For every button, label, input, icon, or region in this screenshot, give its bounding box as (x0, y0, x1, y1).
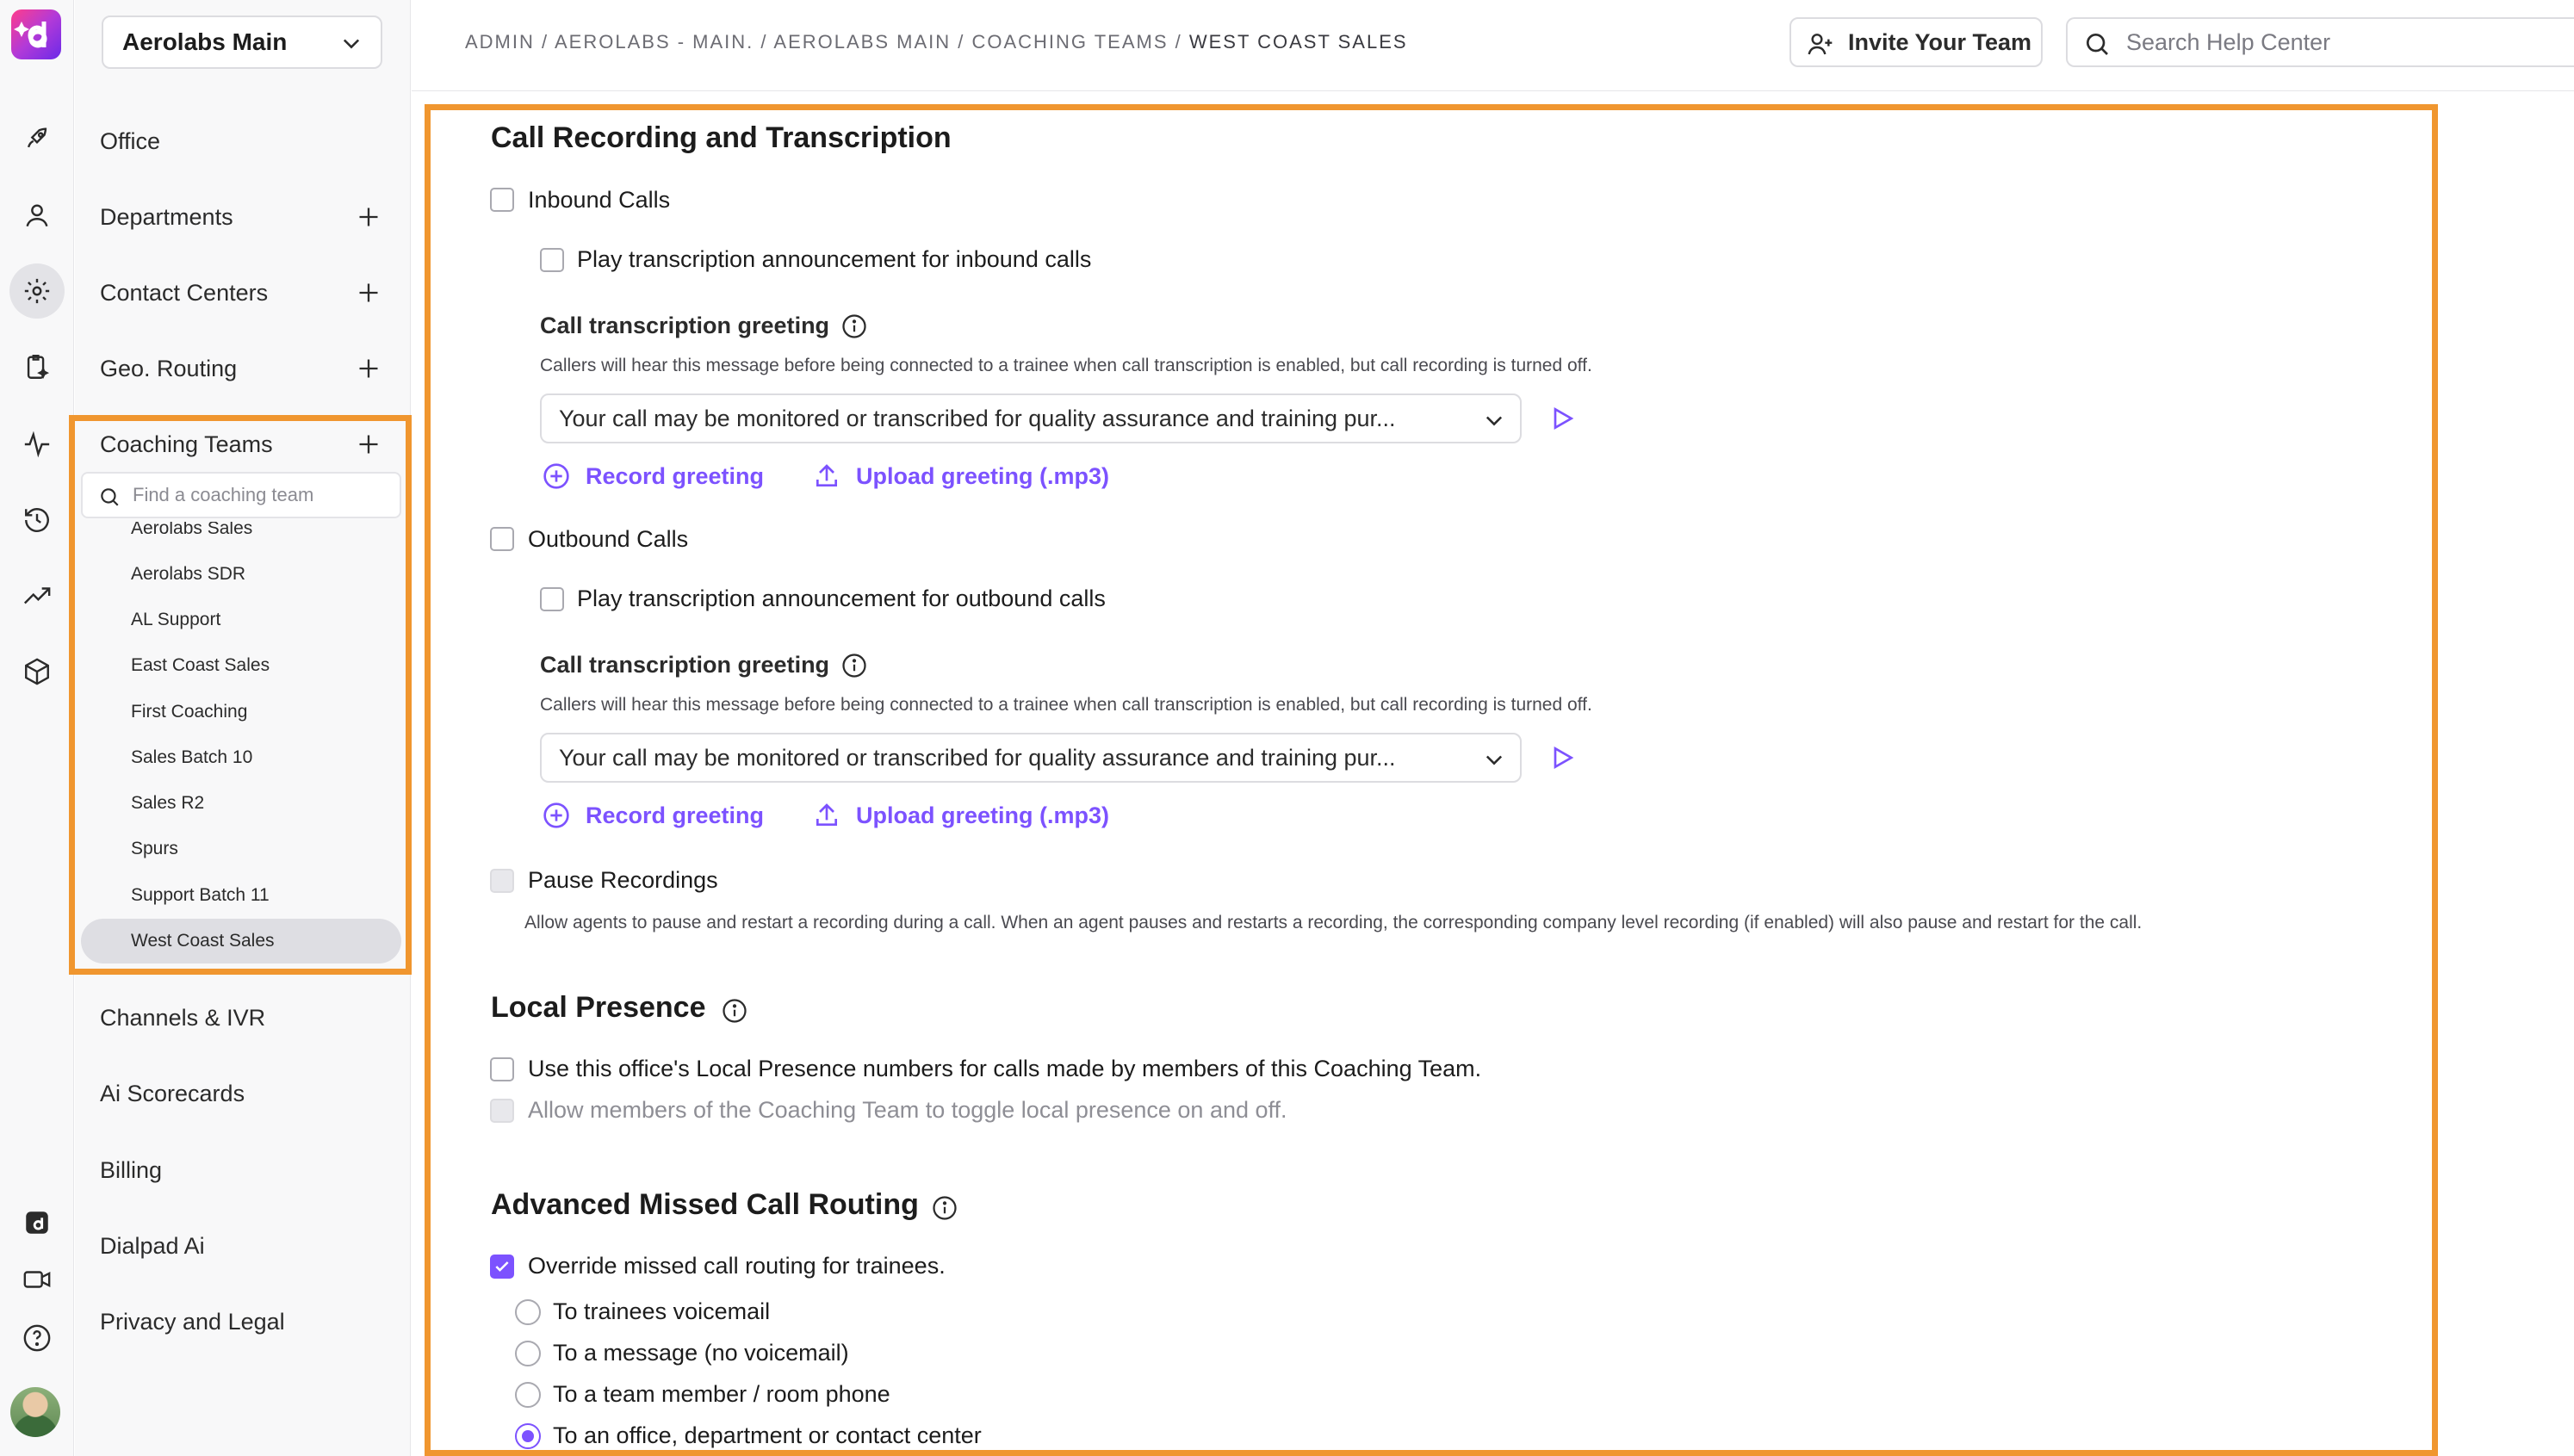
org-selector-value: Aerolabs Main (122, 28, 288, 55)
local-presence-label: Use this office's Local Presence numbers for calls made by members of this Coaching Team. (528, 1056, 1482, 1081)
top-bar (412, 0, 2574, 91)
dialpad-logo[interactable] (11, 9, 61, 59)
user-plus-icon (1807, 30, 1834, 58)
pause-recordings-help: Allow agents to pause and restart a recording during a call. When an agent pauses and restarts a recording, the corresponding company level recording (if enabled) will also pause and restart for the call. (524, 913, 2143, 932)
override-routing-label: Override missed call routing for trainees. (528, 1253, 946, 1279)
breadcrumb (465, 31, 1408, 53)
outbound-greeting-value: Your call may be monitored or transcribed for quality assurance and training pur... (559, 744, 1396, 771)
pause-recordings-label: Pause Recordings (528, 867, 718, 893)
sidebar-item-label: Contact Centers (100, 279, 269, 306)
search-icon (2083, 30, 2111, 58)
inbound-calls-label: Inbound Calls (528, 187, 671, 213)
list-item-label: Sales R2 (131, 793, 205, 813)
chevron-down-icon (339, 31, 363, 55)
list-item-label: East Coast Sales (131, 655, 270, 675)
list-item-label: Aerolabs SDR (131, 564, 246, 584)
inbound-announcement-label: Play transcription announcement for inbound calls (577, 246, 1092, 272)
routing-option-label: To an office, department or contact center (553, 1422, 982, 1448)
sidebar-item-label: Dialpad Ai (100, 1232, 205, 1259)
record-greeting-label: Record greeting (586, 462, 765, 489)
coaching-search-placeholder: Find a coaching team (133, 484, 314, 505)
list-item-label: First Coaching (131, 702, 248, 722)
routing-option-label: To a team member / room phone (553, 1381, 890, 1407)
breadcrumb-current: WEST COAST SALES (1188, 31, 1408, 53)
section-title-missed-routing: Advanced Missed Call Routing (491, 1188, 919, 1221)
upload-greeting-label: Upload greeting (.mp3) (856, 462, 1110, 489)
list-item-label: Aerolabs Sales (131, 522, 253, 538)
upload-greeting-label: Upload greeting (.mp3) (856, 802, 1110, 828)
sidebar-item-label: Office (100, 127, 161, 154)
sidebar-item-label: Channels & IVR (100, 1004, 266, 1031)
list-item-label: West Coast Sales (131, 931, 275, 951)
sidebar-item-label: Departments (100, 203, 233, 230)
sidebar-item-label: Privacy and Legal (100, 1308, 285, 1335)
sidebar-item-label: Ai Scorecards (100, 1080, 245, 1106)
outbound-calls-label: Outbound Calls (528, 526, 689, 552)
help-center-search-input[interactable] (2066, 17, 2574, 67)
inbound-greeting-help: Callers will hear this message before being connected to a trainee when call transcription is enabled, but call recording is turned off. (540, 356, 1592, 375)
record-greeting-label: Record greeting (586, 802, 765, 828)
list-item-label: AL Support (131, 610, 221, 629)
org-selector[interactable] (102, 15, 382, 69)
outbound-greeting-title: Call transcription greeting (540, 652, 830, 678)
section-title-recording: Call Recording and Transcription (491, 121, 952, 154)
inbound-greeting-value: Your call may be monitored or transcribed for quality assurance and training pur... (559, 405, 1396, 431)
list-item-label: Sales Batch 10 (131, 747, 253, 767)
list-item-label: Support Batch 11 (131, 885, 270, 905)
invite-team-button[interactable] (1789, 17, 2043, 67)
breadcrumb-path[interactable]: ADMIN / AEROLABS - MAIN. / AEROLABS MAIN / COACHING TEAMS / (465, 31, 1189, 53)
list-item-label: Spurs (131, 839, 178, 858)
help-search-placeholder: Search Help Center (2126, 28, 2331, 55)
outbound-greeting-help: Callers will hear this message before being connected to a trainee when call transcription is enabled, but call recording is turned off. (540, 695, 1592, 715)
sidebar-item-label: Coaching Teams (100, 431, 273, 457)
routing-option-label: To a message (no voicemail) (553, 1340, 849, 1366)
section-title-local-presence: Local Presence (491, 991, 706, 1024)
outbound-announcement-label: Play transcription announcement for outbound calls (577, 585, 1106, 611)
routing-option-label: To trainees voicemail (553, 1298, 771, 1324)
sidebar-item-label: Geo. Routing (100, 355, 238, 381)
sidebar-item-label: Billing (100, 1156, 163, 1183)
inbound-greeting-title: Call transcription greeting (540, 313, 830, 338)
main-content-highlight (425, 104, 2438, 1456)
invite-team-label: Invite Your Team (1848, 28, 2032, 55)
local-presence-toggle-label: Allow members of the Coaching Team to toggle local presence on and off. (528, 1097, 1287, 1123)
